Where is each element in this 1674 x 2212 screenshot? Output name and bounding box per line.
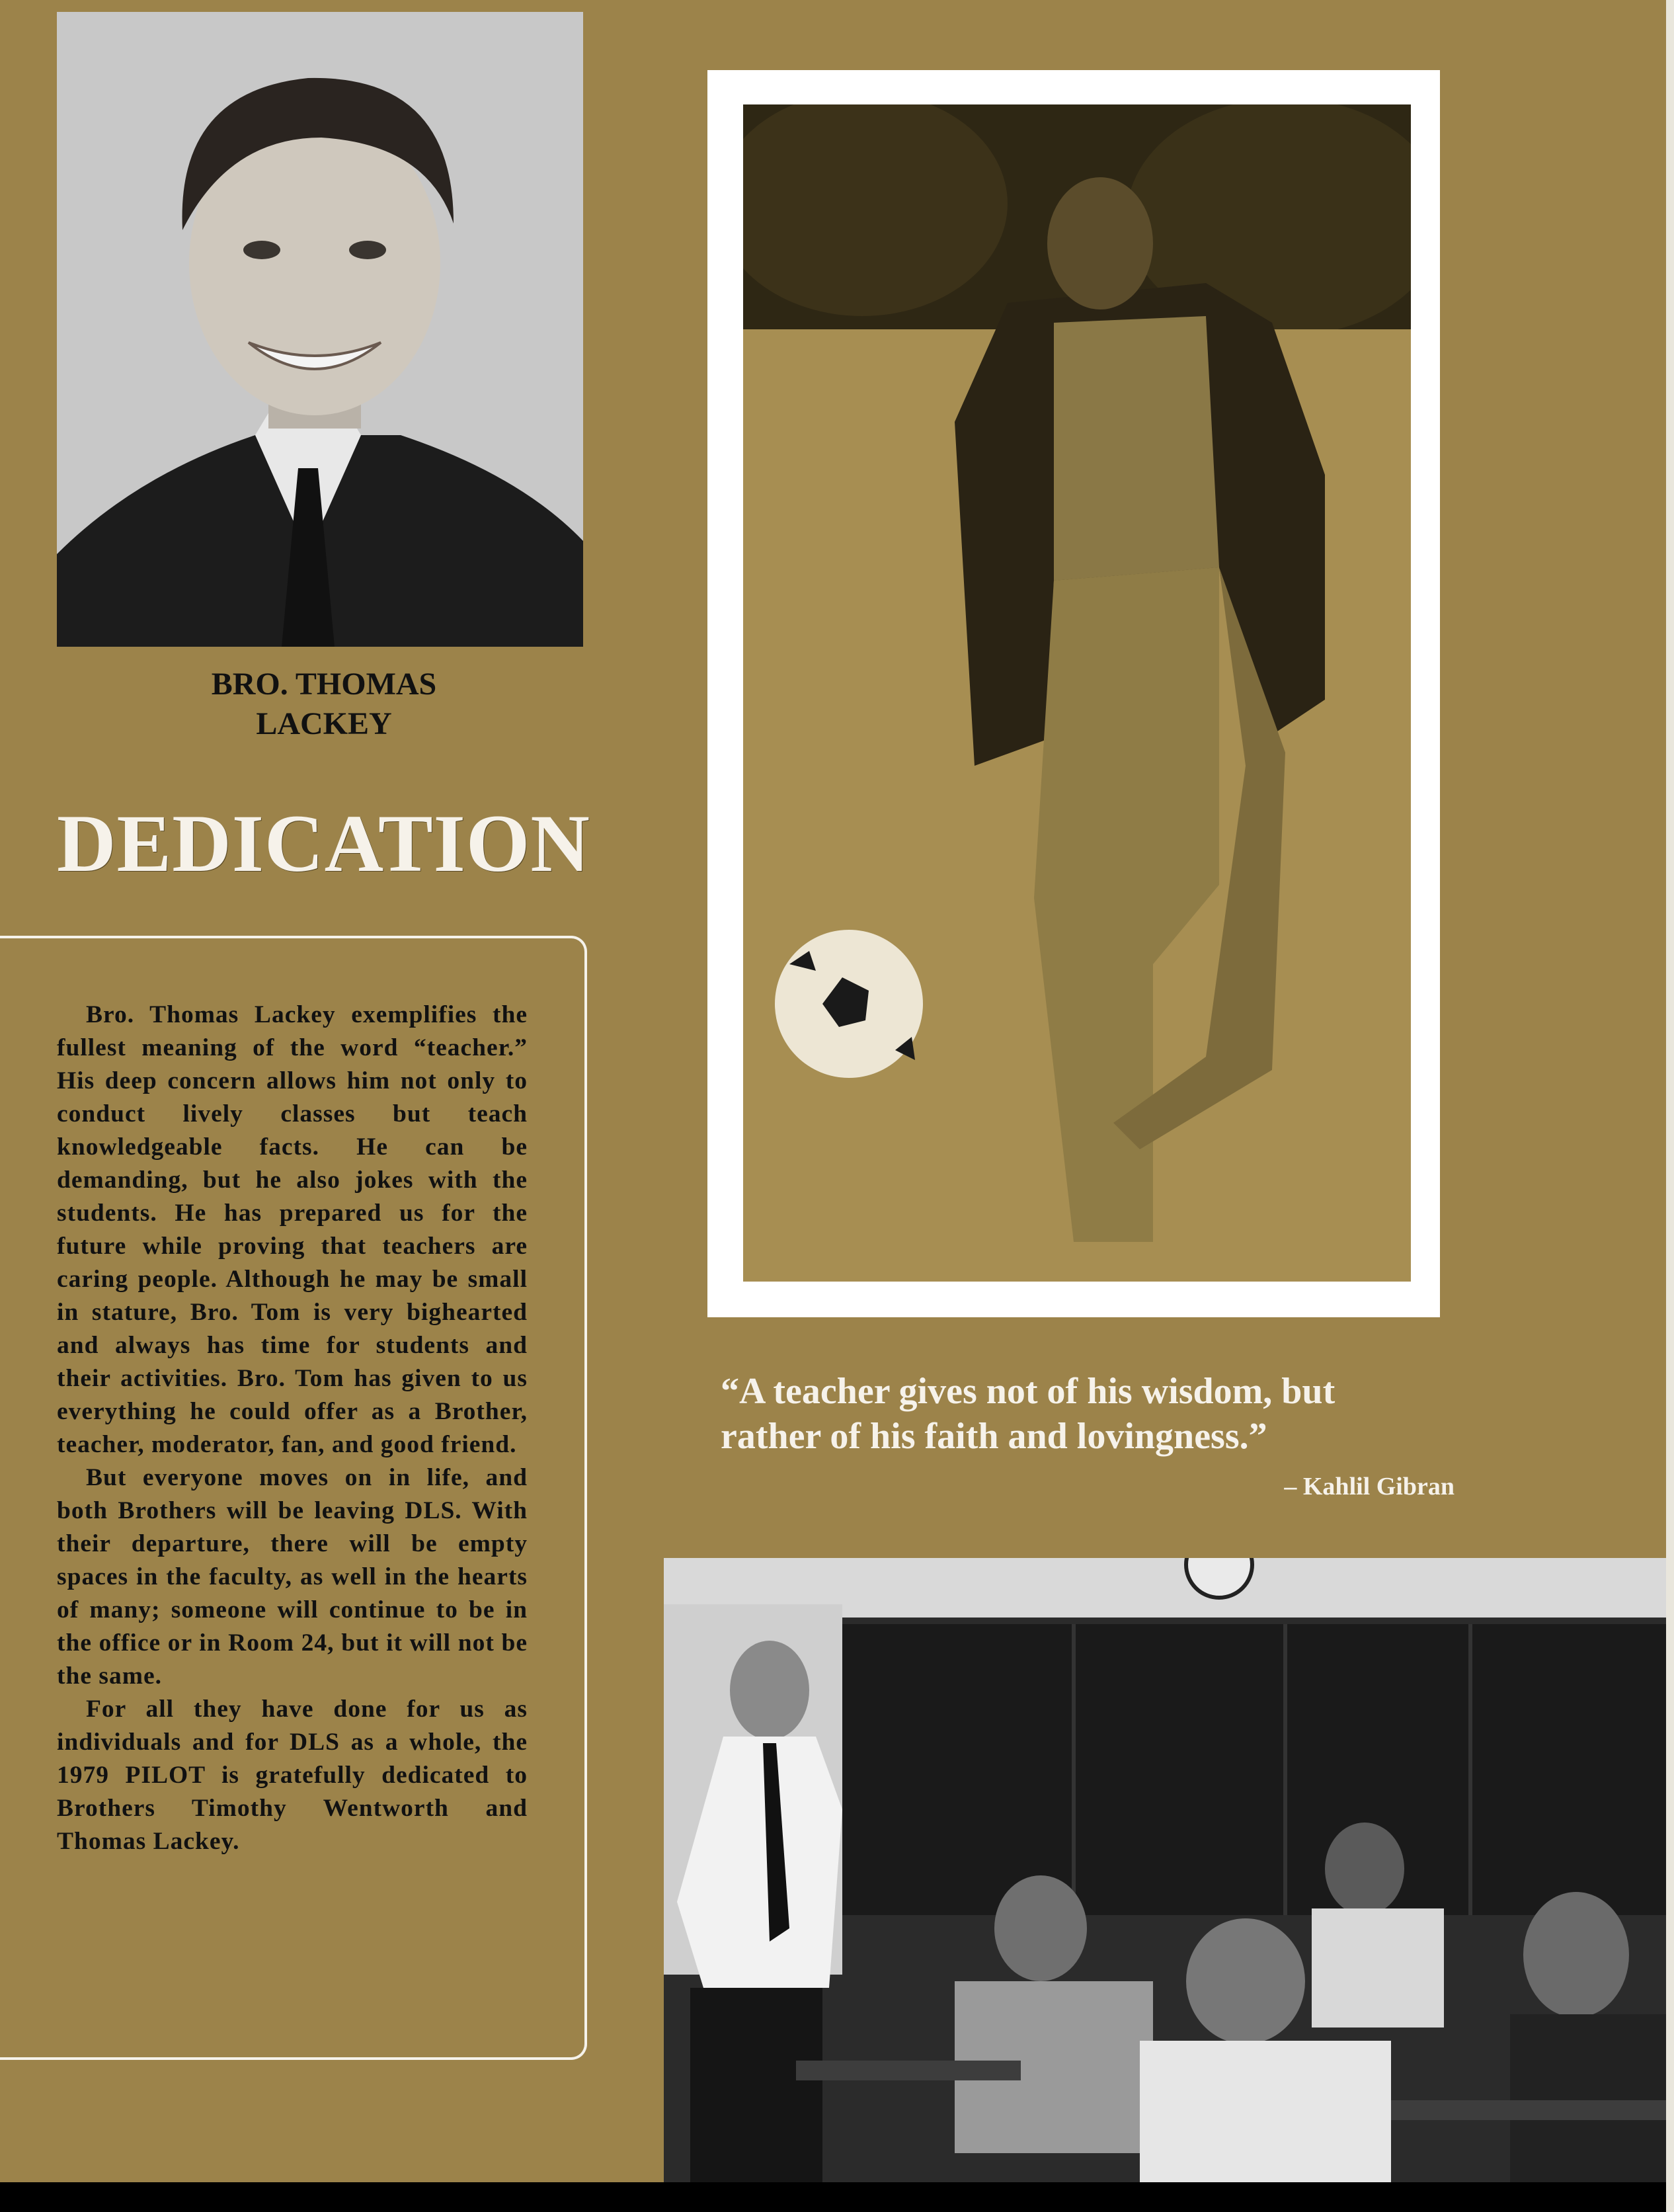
paragraph-3: For all they have done for us as individuals and for DLS as a whole, the 1979 PILOT is gratefully dedicated to Brothers Timothy Wentworth and Thomas Lackey. (57, 1696, 528, 1855)
page-title: DEDICATION (57, 798, 590, 889)
caption-line-1: BRO. THOMAS (211, 667, 437, 702)
quote-line-2: rather of his faith and lovingness.” (721, 1416, 1267, 1457)
dedication-text (57, 999, 528, 1858)
quote-line-1: “A teacher gives not of his wisdom, but (721, 1371, 1335, 1412)
portrait-caption (119, 665, 529, 744)
quote-attribution: – Kahlil Gibran (1284, 1473, 1455, 1500)
portrait-photo (57, 12, 583, 647)
classroom-scene (664, 1558, 1666, 2182)
caption-line-2: LACKEY (256, 706, 392, 741)
classroom-photo (664, 1558, 1666, 2182)
soccer-photo (743, 104, 1411, 1282)
quote-text (721, 1369, 1461, 1459)
portrait-figure (57, 12, 583, 647)
paragraph-2: But everyone moves on in life, and both Brothers will be leaving DLS. With their departure, there will be empty spaces in the faculty, as well in the hearts of many; someone will continue to be in the office or in Room 24, but it will not be the same. (57, 1464, 528, 1690)
page-edge (1666, 0, 1674, 2212)
paragraph-1: Bro. Thomas Lackey exemplifies the fullest meaning of the word “teacher.” His deep concern allows him not only to conduct lively classes but teach knowledgeable facts. He can be demanding, but he also jokes with the students. He has prepared us for the future while proving that teachers are caring people. Although he may be small in stature, Bro. Tom is very bighearted and always has time for students and their activities. Bro. Tom has given to us everything he could offer as a Brother, teacher, moderator, fan, and good friend. (57, 1001, 528, 1458)
soccer-scene (743, 104, 1411, 1282)
